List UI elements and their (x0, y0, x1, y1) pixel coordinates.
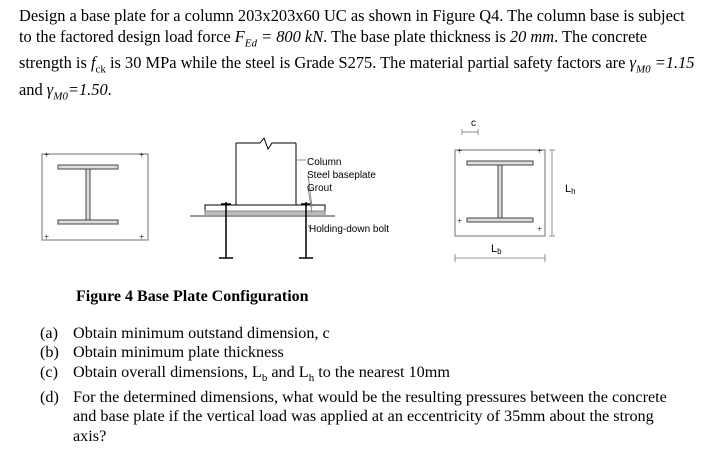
plan-view-right (455, 129, 555, 262)
web-left (86, 169, 90, 220)
label-baseplate: Steel baseplate (307, 170, 376, 181)
top-flange-left (58, 165, 118, 169)
problem-text-2: . The base plate thickness is (323, 26, 510, 46)
question-d: (d) For the determined dimensions, what would be the resulting pressures between the concrete and base plate if the vertical load was applied at an eccentricity of 35mm about the strong axis? (40, 388, 667, 445)
svg-text:+: + (457, 146, 463, 156)
svg-text:+: + (139, 232, 145, 242)
svg-text:+: + (537, 146, 543, 156)
label-column: Column (307, 157, 342, 168)
thickness-value: 20 mm (509, 26, 555, 46)
problem-statement: Design a base plate for a column 203x203x60 UC as shown in Figure Q4. The column base is subject to the factored design load force $F_{Ed} = 800$ kN. The base plate thickness is 20 mm. The concrete strength is $f_{ck}$ is 30 MPa while the steel is Grade S275. The material partial safety factors are $\gamma_{M0} =1.15$ and $\gamma_{M0}=1.50$. (19, 6, 695, 103)
gamma-m0-symbol: $\gamma_{M0} =1.15$ (629, 53, 695, 76)
problem-text-1: Design a base plate for a column 203x203x60 UC as shown in Figure Q4. The column base is subject to the factored design load force (19, 6, 685, 46)
plan-view-left (42, 150, 148, 242)
problem-text-4: is 30 MPa while the steel is Grade S275. The material partial safety factors are (105, 53, 630, 73)
label-lb: Lb (491, 243, 502, 256)
svg-text:+: + (457, 216, 463, 226)
baseplate-elevation (205, 205, 325, 211)
break-line (236, 138, 296, 149)
problem-text-3: . The concrete strength is (19, 26, 648, 73)
svg-text:+: + (44, 232, 50, 242)
problem-text-5: and (19, 80, 47, 100)
elevation-view (190, 138, 335, 258)
bottom-flange-left (58, 220, 118, 224)
question-list (40, 324, 680, 446)
svg-text:+: + (139, 150, 145, 160)
label-lh: Lh (565, 183, 576, 196)
fck-symbol: $f_{ck}$ (90, 53, 106, 76)
label-grout: Grout (307, 183, 333, 194)
figure-caption: Figure 4 Base Plate Configuration (76, 288, 309, 305)
question-a: (a) Obtain minimum outstand dimension, c (40, 324, 330, 342)
svg-text:+: + (44, 150, 50, 160)
label-c: c (471, 120, 476, 129)
label-bolt: Holding-down bolt (309, 224, 390, 235)
question-b: (b) Obtain minimum plate thickness (40, 343, 284, 362)
question-c: (c) Obtain overall dimensions, $L_b$ and $L_h$ to the nearest 10mm (40, 362, 450, 384)
fed-symbol: $F_{Ed} = 800$ kN (234, 26, 324, 49)
svg-text:+: + (537, 224, 543, 234)
gamma-mc-symbol: $\gamma_{M0}=1.50$ (46, 80, 108, 103)
base-plate-figure (0, 120, 716, 280)
